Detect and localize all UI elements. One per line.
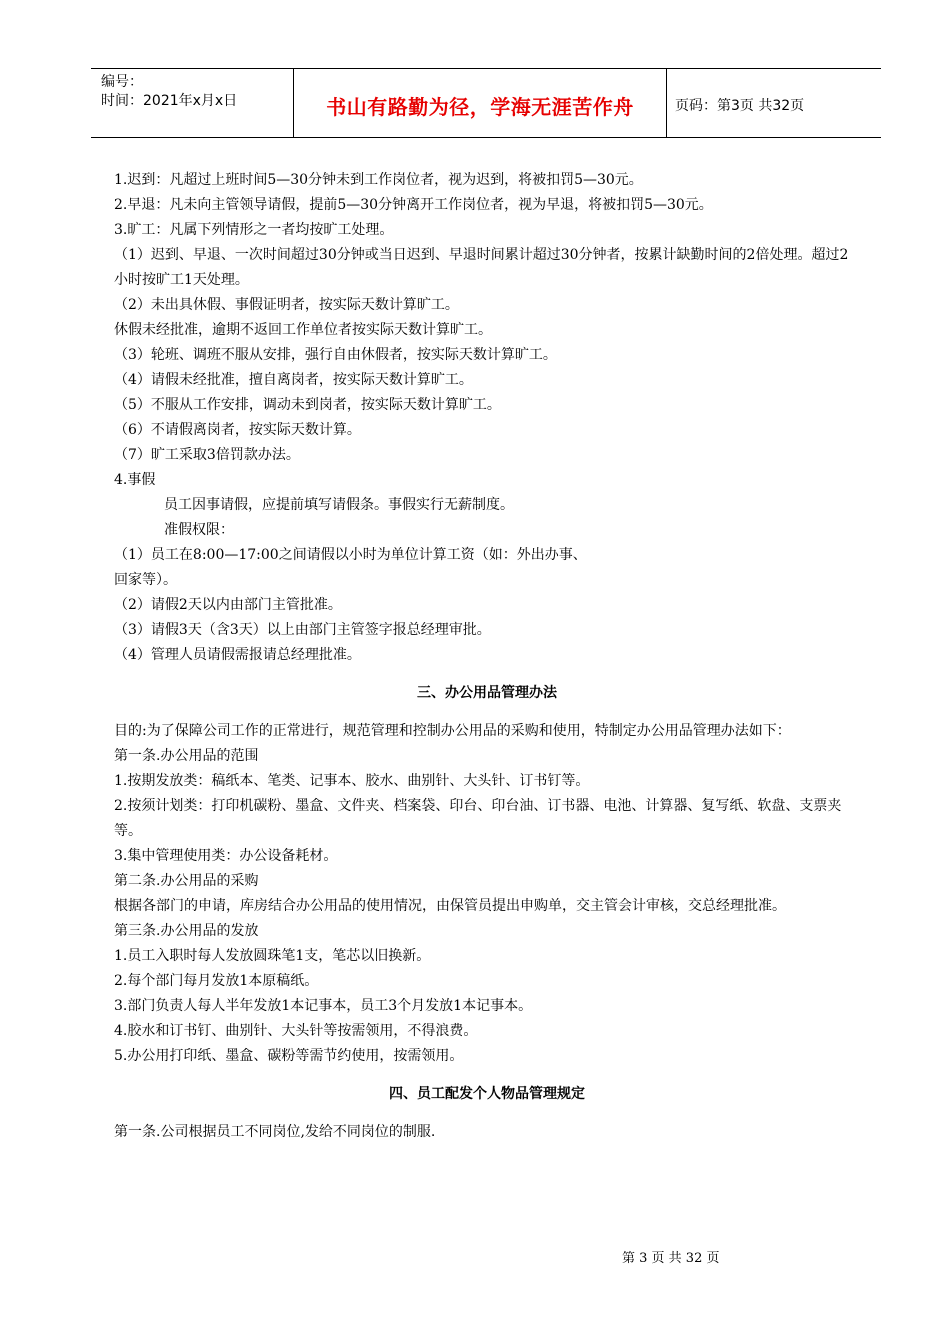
paragraph: 根据各部门的申请，库房结合办公用品的使用情况，由保管员提出申购单，交主管会计审核，交总经理批准。 — [114, 898, 786, 914]
section-heading: 四、员工配发个人物品管理规定 — [389, 1086, 585, 1102]
paragraph: （2）请假2天以内由部门主管批准。 — [114, 597, 342, 613]
paragraph: 目的:为了保障公司工作的正常进行，规范管理和控制办公用品的采购和使用，特制定办公用品管理办法如下： — [114, 723, 791, 739]
paragraph: 3.集中管理使用类：办公设备耗材。 — [114, 848, 338, 864]
header-motto: 书山有路勤为径，学海无涯苦作舟 — [326, 95, 634, 119]
paragraph: 2.早退：凡未向主管领导请假，提前5—30分钟离开工作岗位者，视为早退，将被扣罚5—30元。 — [114, 197, 713, 213]
paragraph: （4）请假未经批准，擅自离岗者，按实际天数计算旷工。 — [114, 372, 473, 388]
paragraph: 第三条.办公用品的发放 — [114, 923, 259, 939]
paragraph: 4.胶水和订书钉、曲别针、大头针等按需领用，不得浪费。 — [114, 1023, 478, 1039]
paragraph: 4.事假 — [114, 472, 156, 488]
paragraph: 3.部门负责人每人半年发放1本记事本，员工3个月发放1本记事本。 — [114, 998, 533, 1014]
paragraph: 2.每个部门每月发放1本原稿纸。 — [114, 973, 319, 989]
document-body — [114, 168, 860, 1145]
paragraph: （3）请假3天（含3天）以上由部门主管签字报总经理审批。 — [114, 622, 491, 638]
paragraph: 第一条.办公用品的范围 — [114, 748, 259, 764]
paragraph: 2.按须计划类：打印机碳粉、墨盒、文件夹、档案袋、印台、印台油、订书器、电池、计算器、复写纸、软盘、支票夹等。 — [114, 798, 842, 839]
header-motto-cell — [293, 69, 667, 137]
header-info-cell — [91, 69, 293, 137]
paragraph: （1）员工在8:00—17:00之间请假以小时为单位计算工资（如：外出办事、 — [114, 547, 587, 563]
paragraph: （6）不请假离岗者，按实际天数计算。 — [114, 422, 361, 438]
paragraph: 5.办公用打印纸、墨盒、碳粉等需节约使用，按需领用。 — [114, 1048, 464, 1064]
paragraph: 第二条.办公用品的采购 — [114, 873, 259, 889]
paragraph: 休假未经批准，逾期不返回工作单位者按实际天数计算旷工。 — [114, 322, 492, 338]
paragraph: （5）不服从工作安排，调动未到岗者，按实际天数计算旷工。 — [114, 397, 501, 413]
paragraph: （7）旷工采取3倍罚款办法。 — [114, 447, 300, 463]
paragraph: （4）管理人员请假需报请总经理批准。 — [114, 647, 361, 663]
section-heading: 三、办公用品管理办法 — [417, 685, 557, 701]
header-page-number: 页码：第3页 共32页 — [675, 98, 805, 114]
paragraph: 1.员工入职时每人发放圆珠笔1支，笔芯以旧换新。 — [114, 948, 431, 964]
paragraph: 员工因事请假，应提前填写请假条。事假实行无薪制度。 — [164, 497, 514, 513]
document-time-label: 时间：2021年x月x日 — [101, 93, 238, 109]
header-page-cell — [667, 69, 881, 137]
page-footer: 第 3 页 共 32 页 — [622, 1251, 720, 1266]
paragraph: （2）未出具休假、事假证明者，按实际天数计算旷工。 — [114, 297, 459, 313]
paragraph: （3）轮班、调班不服从安排，强行自由休假者，按实际天数计算旷工。 — [114, 347, 557, 363]
document-number-label: 编号： — [101, 74, 143, 90]
paragraph: 3.旷工：凡属下列情形之一者均按旷工处理。 — [114, 222, 394, 238]
paragraph: 回家等）。 — [114, 572, 177, 588]
paragraph: 1.按期发放类：稿纸本、笔类、记事本、胶水、曲别针、大头针、订书钉等。 — [114, 773, 590, 789]
paragraph: 准假权限： — [164, 522, 234, 538]
paragraph: （1）迟到、早退、一次时间超过30分钟或当日迟到、早退时间累计超过30分钟者，按累计缺勤时间的2倍处理。超过2小时按旷工1天处理。 — [114, 247, 849, 288]
paragraph: 1.迟到：凡超过上班时间5—30分钟未到工作岗位者，视为迟到，将被扣罚5—30元。 — [114, 172, 643, 188]
page-header — [91, 68, 881, 138]
paragraph: 第一条.公司根据员工不同岗位,发给不同岗位的制服. — [114, 1124, 436, 1140]
